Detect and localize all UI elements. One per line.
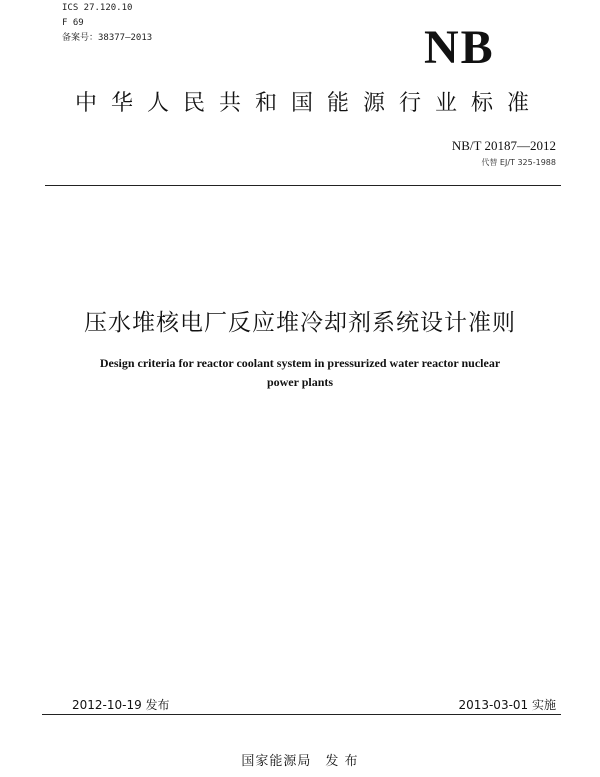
title-english-line-2: power plants xyxy=(266,375,334,389)
record-number: 备案号：38377—2013 xyxy=(62,33,153,43)
issuing-authority: 国家能源局 发 布 xyxy=(241,754,359,769)
implementation-date: 2013-03-01 实施 xyxy=(458,698,556,712)
replaces-standard: 代替 EJ/T 325-1988 xyxy=(481,158,556,167)
ccs-code: F 69 xyxy=(62,18,84,28)
standard-number: NB/T 20187—2012 xyxy=(451,138,556,153)
nb-logo: NB xyxy=(424,21,495,74)
title-chinese: 压水堆核电厂反应堆冷却剂系统设计准则 xyxy=(84,310,516,336)
issue-date: 2012-10-19 发布 xyxy=(72,698,170,712)
header-divider xyxy=(45,185,561,186)
footer-divider xyxy=(42,714,561,715)
title-english-line-1: Design criteria for reactor coolant system in pressurized water reactor nuclear xyxy=(99,356,501,370)
header-title: 中华人民共和国能源行业标准 xyxy=(75,91,544,116)
ics-code: ICS 27.120.10 xyxy=(62,3,133,13)
